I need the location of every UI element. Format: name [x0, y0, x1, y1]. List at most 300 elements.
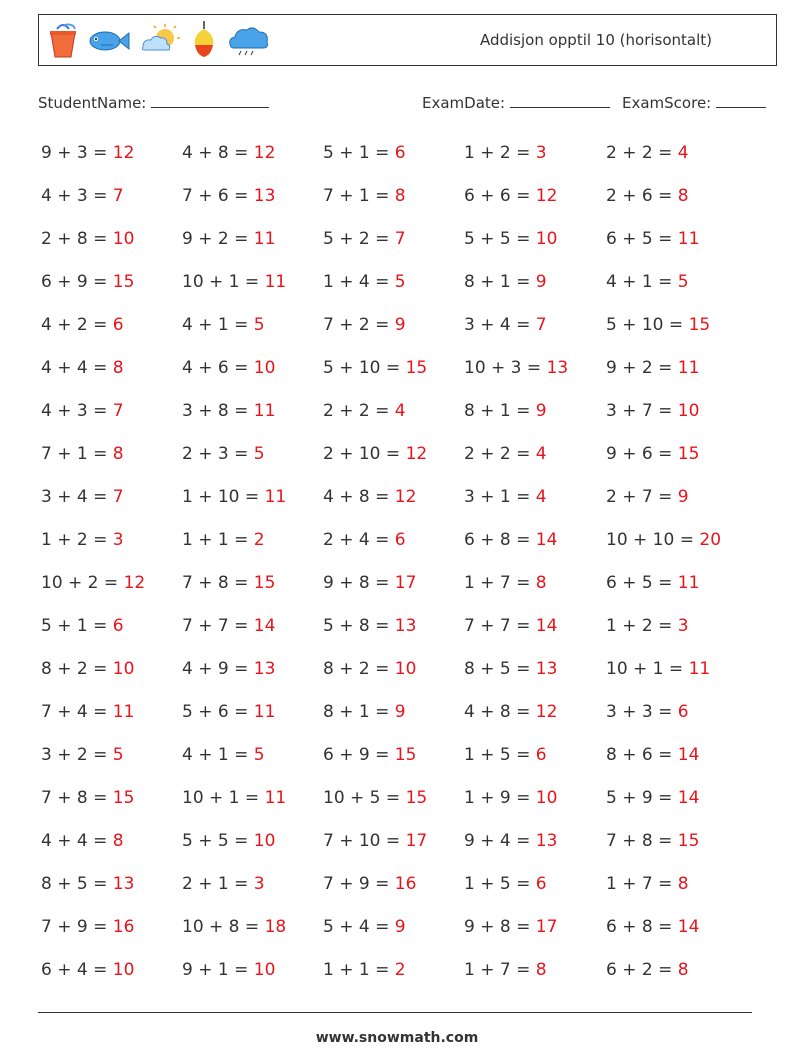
problem-question: 6 + 8 = [606, 917, 678, 937]
problem-answer: 15 [112, 272, 135, 292]
problem-answer: 14 [677, 788, 700, 808]
problem-item [41, 143, 134, 163]
problem-question: 10 + 10 = [606, 530, 700, 550]
problem-answer: 11 [253, 702, 276, 722]
problem-item [464, 530, 557, 550]
problem-question: 5 + 10 = [606, 315, 689, 335]
problem-item [41, 186, 124, 206]
problem-item [182, 444, 265, 464]
problem-item [41, 745, 124, 765]
problem-answer: 10 [535, 229, 558, 249]
problem-question: 10 + 5 = [323, 788, 406, 808]
problem-answer: 6 [394, 530, 406, 550]
problem-answer: 14 [253, 616, 276, 636]
problem-answer: 11 [677, 358, 700, 378]
problem-answer: 8 [112, 831, 124, 851]
exam-score-field [622, 93, 766, 112]
problem-answer: 4 [394, 401, 406, 421]
problem-item [606, 616, 689, 636]
problem-question: 4 + 9 = [182, 659, 254, 679]
problem-question: 1 + 1 = [323, 960, 395, 980]
problem-answer: 10 [253, 960, 276, 980]
problem-answer: 8 [677, 874, 689, 894]
problem-item [323, 401, 406, 421]
header-icons [47, 21, 271, 59]
problem-question: 7 + 4 = [41, 702, 113, 722]
problem-item [323, 530, 406, 550]
problem-question: 2 + 1 = [182, 874, 254, 894]
problem-answer: 15 [677, 831, 700, 851]
problem-answer: 16 [112, 917, 135, 937]
problem-question: 5 + 9 = [606, 788, 678, 808]
problem-question: 4 + 8 = [323, 487, 395, 507]
problem-answer: 6 [112, 616, 124, 636]
problem-answer: 14 [677, 917, 700, 937]
problem-answer: 15 [677, 444, 700, 464]
problem-question: 1 + 7 = [464, 573, 536, 593]
problem-question: 9 + 8 = [464, 917, 536, 937]
problem-answer: 3 [677, 616, 689, 636]
problem-question: 3 + 4 = [41, 487, 113, 507]
problem-answer: 14 [535, 530, 558, 550]
problem-question: 2 + 3 = [182, 444, 254, 464]
problem-answer: 11 [253, 401, 276, 421]
exam-date-field [422, 93, 610, 112]
problem-question: 9 + 1 = [182, 960, 254, 980]
problem-question: 4 + 3 = [41, 401, 113, 421]
problem-question: 4 + 1 = [182, 745, 254, 765]
problem-item [606, 444, 699, 464]
worksheet-title: Addisjon opptil 10 (horisontalt) [479, 31, 712, 49]
problem-question: 2 + 2 = [323, 401, 395, 421]
problem-question: 1 + 7 = [606, 874, 678, 894]
problem-item [323, 874, 416, 894]
problem-answer: 3 [112, 530, 124, 550]
problem-question: 2 + 2 = [464, 444, 536, 464]
problem-answer: 15 [688, 315, 711, 335]
problem-question: 4 + 1 = [182, 315, 254, 335]
problem-answer: 6 [535, 745, 547, 765]
problem-question: 5 + 5 = [182, 831, 254, 851]
problem-question: 7 + 9 = [41, 917, 113, 937]
problem-item [464, 272, 547, 292]
student-name-label: StudentName: [38, 94, 147, 112]
problem-question: 7 + 7 = [464, 616, 536, 636]
problem-question: 10 + 1 = [182, 788, 265, 808]
problem-answer: 9 [394, 702, 406, 722]
problem-question: 10 + 8 = [182, 917, 265, 937]
problem-question: 4 + 4 = [41, 831, 113, 851]
problem-answer: 11 [264, 788, 287, 808]
problem-item [323, 831, 427, 851]
problem-question: 1 + 2 = [41, 530, 113, 550]
problem-question: 4 + 3 = [41, 186, 113, 206]
problem-answer: 7 [535, 315, 547, 335]
problem-answer: 7 [112, 487, 124, 507]
problem-item [41, 788, 134, 808]
problem-item [464, 444, 547, 464]
problem-item [606, 272, 689, 292]
problem-answer: 15 [112, 788, 135, 808]
problem-item [464, 143, 547, 163]
problem-answer: 12 [394, 487, 417, 507]
problem-question: 1 + 10 = [182, 487, 265, 507]
problem-answer: 11 [264, 487, 287, 507]
exam-score-blank[interactable] [716, 93, 766, 108]
problem-answer: 10 [535, 788, 558, 808]
problem-answer: 11 [253, 229, 276, 249]
problem-item [464, 358, 568, 378]
problem-answer: 13 [253, 186, 276, 206]
problem-item [182, 272, 286, 292]
problem-item [41, 315, 124, 335]
problem-item [41, 960, 134, 980]
sun-cloud-icon [139, 23, 183, 57]
problem-item [41, 874, 134, 894]
problem-answer: 7 [394, 229, 406, 249]
exam-date-label: ExamDate: [422, 94, 506, 112]
problem-item [464, 745, 547, 765]
problem-answer: 12 [112, 143, 135, 163]
problem-question: 9 + 6 = [606, 444, 678, 464]
problem-answer: 11 [264, 272, 287, 292]
problem-answer: 5 [253, 315, 265, 335]
problem-item [41, 229, 134, 249]
problem-item [182, 874, 265, 894]
problem-question: 8 + 1 = [464, 401, 536, 421]
problem-question: 4 + 4 = [41, 358, 113, 378]
problem-item [41, 487, 124, 507]
problem-item [464, 616, 557, 636]
problem-item [606, 745, 699, 765]
problem-question: 1 + 4 = [323, 272, 395, 292]
problem-answer: 7 [112, 186, 124, 206]
problem-item [323, 229, 406, 249]
problem-item [606, 874, 689, 894]
problem-answer: 8 [677, 960, 689, 980]
problem-question: 10 + 1 = [182, 272, 265, 292]
problem-item [464, 315, 547, 335]
problem-question: 6 + 9 = [323, 745, 395, 765]
problem-item [323, 573, 416, 593]
problem-question: 3 + 1 = [464, 487, 536, 507]
student-name-field [38, 93, 269, 112]
problem-item [323, 186, 406, 206]
problem-answer: 12 [253, 143, 276, 163]
problem-answer: 6 [394, 143, 406, 163]
problem-question: 7 + 2 = [323, 315, 395, 335]
problem-item [464, 186, 557, 206]
problem-answer: 6 [535, 874, 547, 894]
problem-answer: 13 [112, 874, 135, 894]
problem-item [182, 143, 275, 163]
problem-answer: 8 [112, 358, 124, 378]
problem-question: 3 + 3 = [606, 702, 678, 722]
problem-answer: 11 [677, 229, 700, 249]
worksheet-header [38, 14, 777, 66]
problem-question: 1 + 2 = [606, 616, 678, 636]
problem-question: 3 + 7 = [606, 401, 678, 421]
problem-answer: 6 [677, 702, 689, 722]
problem-question: 3 + 2 = [41, 745, 113, 765]
problem-item [41, 702, 134, 722]
problem-item [41, 358, 124, 378]
problem-answer: 10 [112, 659, 135, 679]
problem-item [41, 530, 124, 550]
problem-item [323, 616, 416, 636]
problem-item [323, 702, 406, 722]
problem-question: 7 + 1 = [323, 186, 395, 206]
problem-item [606, 917, 699, 937]
problem-question: 4 + 1 = [606, 272, 678, 292]
problem-question: 6 + 5 = [606, 229, 678, 249]
problem-answer: 15 [405, 788, 428, 808]
problem-answer: 13 [546, 358, 569, 378]
problem-question: 4 + 8 = [182, 143, 254, 163]
problem-answer: 12 [535, 186, 558, 206]
problem-question: 2 + 4 = [323, 530, 395, 550]
problem-question: 2 + 6 = [606, 186, 678, 206]
problem-question: 7 + 8 = [182, 573, 254, 593]
problem-answer: 8 [677, 186, 689, 206]
problem-item [182, 186, 275, 206]
problem-item [41, 444, 124, 464]
problem-question: 2 + 8 = [41, 229, 113, 249]
problem-question: 6 + 2 = [606, 960, 678, 980]
problem-question: 9 + 2 = [182, 229, 254, 249]
problem-answer: 15 [253, 573, 276, 593]
problem-item [323, 917, 406, 937]
problem-question: 2 + 10 = [323, 444, 406, 464]
problem-answer: 3 [253, 874, 265, 894]
problem-item [606, 143, 689, 163]
problem-question: 9 + 4 = [464, 831, 536, 851]
problem-item [606, 358, 699, 378]
student-name-blank[interactable] [151, 93, 269, 108]
problem-question: 1 + 5 = [464, 745, 536, 765]
problem-answer: 9 [394, 315, 406, 335]
problem-answer: 7 [112, 401, 124, 421]
problem-question: 10 + 3 = [464, 358, 547, 378]
problem-question: 5 + 5 = [464, 229, 536, 249]
problem-answer: 8 [535, 573, 547, 593]
problem-answer: 9 [535, 272, 547, 292]
problem-item [606, 788, 699, 808]
problem-item [41, 401, 124, 421]
problem-answer: 5 [677, 272, 689, 292]
problem-item [182, 960, 275, 980]
problem-item [323, 315, 406, 335]
problem-answer: 12 [535, 702, 558, 722]
problem-item [464, 702, 557, 722]
fish-icon [87, 25, 131, 55]
problem-item [606, 960, 689, 980]
problem-question: 8 + 5 = [464, 659, 536, 679]
problem-question: 4 + 8 = [464, 702, 536, 722]
problem-item [606, 487, 689, 507]
problem-item [606, 831, 699, 851]
problem-question: 9 + 8 = [323, 573, 395, 593]
problem-item [182, 831, 275, 851]
problem-question: 5 + 8 = [323, 616, 395, 636]
problem-question: 8 + 2 = [41, 659, 113, 679]
problem-answer: 5 [253, 745, 265, 765]
problem-question: 7 + 8 = [606, 831, 678, 851]
problem-answer: 9 [394, 917, 406, 937]
problem-item [323, 272, 406, 292]
problem-answer: 5 [253, 444, 265, 464]
problem-question: 5 + 4 = [323, 917, 395, 937]
problem-question: 4 + 6 = [182, 358, 254, 378]
problem-item [606, 229, 699, 249]
footer-url: www.snowmath.com [315, 1030, 479, 1046]
bucket-icon [47, 21, 79, 59]
problem-item [464, 788, 557, 808]
problem-item [606, 530, 721, 550]
problem-answer: 10 [394, 659, 417, 679]
problem-question: 6 + 9 = [41, 272, 113, 292]
problem-question: 10 + 1 = [606, 659, 689, 679]
problem-question: 4 + 2 = [41, 315, 113, 335]
problem-question: 1 + 5 = [464, 874, 536, 894]
problem-question: 1 + 2 = [464, 143, 536, 163]
problem-item [182, 788, 286, 808]
problem-question: 9 + 3 = [41, 143, 113, 163]
problem-question: 1 + 1 = [182, 530, 254, 550]
problem-question: 7 + 1 = [41, 444, 113, 464]
problem-item [464, 487, 547, 507]
problem-item [323, 788, 427, 808]
problem-question: 2 + 7 = [606, 487, 678, 507]
problem-answer: 11 [688, 659, 711, 679]
problem-item [464, 874, 547, 894]
problem-answer: 9 [535, 401, 547, 421]
problem-answer: 2 [253, 530, 265, 550]
problem-item [182, 229, 275, 249]
problem-question: 5 + 10 = [323, 358, 406, 378]
problem-question: 6 + 8 = [464, 530, 536, 550]
problem-question: 7 + 10 = [323, 831, 406, 851]
problem-question: 10 + 2 = [41, 573, 124, 593]
problem-item [182, 616, 275, 636]
problem-question: 8 + 1 = [323, 702, 395, 722]
problem-answer: 9 [677, 487, 689, 507]
problem-answer: 8 [394, 186, 406, 206]
problem-item [182, 530, 265, 550]
footer-divider [38, 1012, 752, 1013]
problem-answer: 13 [535, 659, 558, 679]
problem-question: 1 + 7 = [464, 960, 536, 980]
problem-question: 7 + 8 = [41, 788, 113, 808]
problem-item [606, 401, 699, 421]
problem-answer: 13 [253, 659, 276, 679]
problem-answer: 8 [112, 444, 124, 464]
problem-item [323, 960, 406, 980]
problem-question: 5 + 1 = [323, 143, 395, 163]
problem-item [606, 315, 710, 335]
problem-answer: 13 [535, 831, 558, 851]
problem-answer: 15 [405, 358, 428, 378]
problem-answer: 2 [394, 960, 406, 980]
problem-question: 8 + 5 = [41, 874, 113, 894]
problem-question: 1 + 9 = [464, 788, 536, 808]
problem-answer: 5 [112, 745, 124, 765]
problem-item [41, 573, 145, 593]
problem-item [606, 659, 710, 679]
problem-question: 9 + 2 = [606, 358, 678, 378]
problem-question: 7 + 6 = [182, 186, 254, 206]
problem-item [606, 573, 699, 593]
problem-answer: 14 [535, 616, 558, 636]
problem-item [464, 960, 547, 980]
problem-answer: 11 [112, 702, 135, 722]
problem-item [323, 745, 416, 765]
problem-question: 6 + 5 = [606, 573, 678, 593]
problem-item [182, 358, 275, 378]
problem-item [182, 917, 286, 937]
problem-item [182, 659, 275, 679]
problem-item [41, 616, 124, 636]
problem-item [41, 917, 134, 937]
problem-answer: 10 [112, 229, 135, 249]
problem-answer: 10 [253, 358, 276, 378]
problem-answer: 4 [535, 487, 547, 507]
problem-item [323, 659, 416, 679]
problem-answer: 12 [123, 573, 146, 593]
exam-date-blank[interactable] [510, 93, 610, 108]
problem-question: 3 + 4 = [464, 315, 536, 335]
problem-answer: 20 [699, 530, 722, 550]
fishing-float-icon [191, 21, 217, 59]
problem-question: 6 + 6 = [464, 186, 536, 206]
problem-answer: 6 [112, 315, 124, 335]
problem-item [464, 917, 557, 937]
problem-answer: 11 [677, 573, 700, 593]
exam-score-label: ExamScore: [622, 94, 712, 112]
problem-answer: 17 [394, 573, 417, 593]
problem-item [323, 487, 416, 507]
problem-item [182, 401, 275, 421]
problem-question: 5 + 6 = [182, 702, 254, 722]
problem-item [182, 573, 275, 593]
problem-item [464, 831, 557, 851]
problem-answer: 5 [394, 272, 406, 292]
problem-question: 8 + 2 = [323, 659, 395, 679]
problem-answer: 4 [677, 143, 689, 163]
problem-item [464, 401, 547, 421]
problem-question: 3 + 8 = [182, 401, 254, 421]
problem-item [323, 358, 427, 378]
problem-answer: 10 [253, 831, 276, 851]
problem-question: 7 + 9 = [323, 874, 395, 894]
problem-question: 8 + 6 = [606, 745, 678, 765]
problem-answer: 4 [535, 444, 547, 464]
problem-answer: 10 [112, 960, 135, 980]
problem-answer: 3 [535, 143, 547, 163]
problem-answer: 14 [677, 745, 700, 765]
problem-answer: 17 [535, 917, 558, 937]
problem-answer: 16 [394, 874, 417, 894]
problem-question: 5 + 1 = [41, 616, 113, 636]
problem-item [182, 745, 265, 765]
problem-item [464, 573, 547, 593]
problem-item [464, 229, 557, 249]
problem-answer: 10 [677, 401, 700, 421]
problem-item [41, 272, 134, 292]
problem-answer: 8 [535, 960, 547, 980]
problem-item [606, 702, 689, 722]
problem-item [182, 487, 286, 507]
